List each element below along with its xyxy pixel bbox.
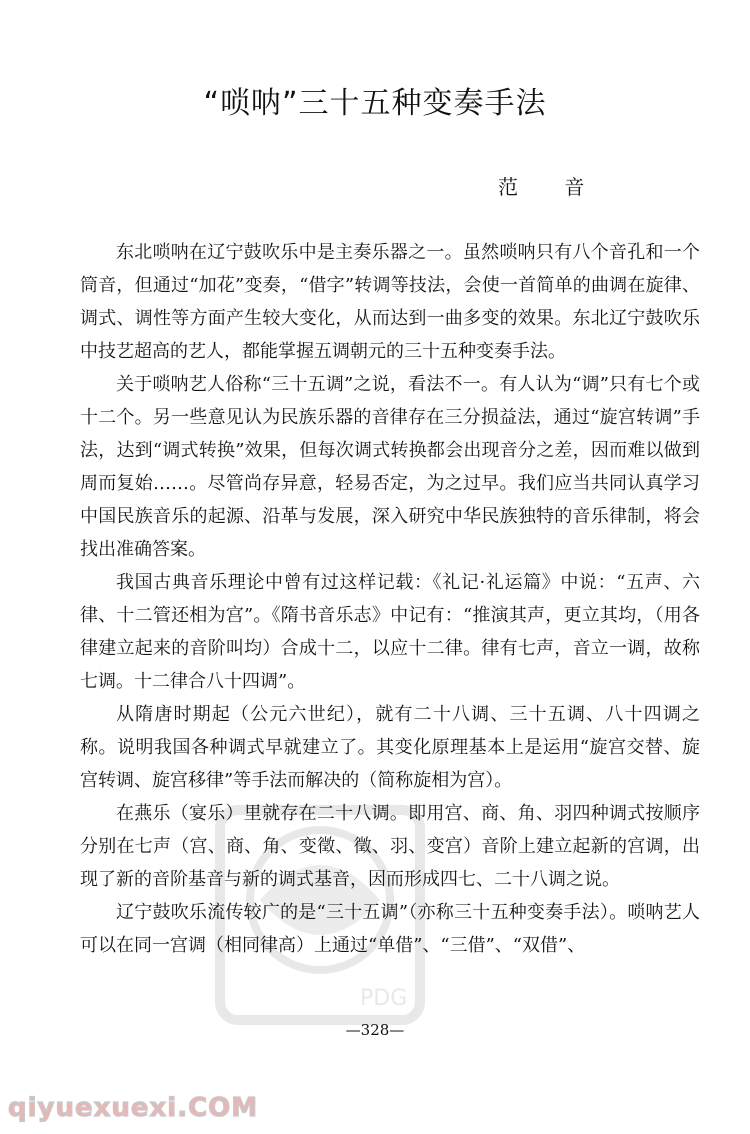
article-author: 范 音 (498, 175, 605, 199)
paragraph: 关于唢呐艺人俗称“三十五调”之说，看法不一。有人认为“调”只有七个或十二个。另一些意见认为民族乐器的音律存在三分损益法，通过“旋宫转调”手法，达到“调式转换”效果，但每次调式转换都会出现音分之差，因而难以做到周而复始……。尽管尚存异意，轻易否定，为之过早。我们应当共同认真学习中国民族音乐的起源、沿革与发展，深入研究中华民族独特的音乐律制，将会找出准确答案。 (80, 374, 700, 560)
site-watermark-text: qiyuexuexi.COM (8, 1093, 259, 1123)
paragraph: 我国古典音乐理论中曾有过这样记载：《礼记·礼运篇》中说：“五声、六律、十二管还相为宫”。《隋书音乐志》中记有：“推演其声，更立其均，（用各律建立起来的音阶叫均）合成十二，以应十二律。律有七声，音立一调，故称七调。十二律合八十四调”。 (80, 572, 700, 692)
paragraph: 东北唢呐在辽宁鼓吹乐中是主奏乐器之一。虽然唢呐只有八个音孔和一个筒音，但通过“加花”变奏，“借字”转调等技法，会使一首简单的曲调在旋律、调式、调性等方面产生较大变化，从而达到一曲多变的效果。东北辽宁鼓吹乐中技艺超高的艺人，都能掌握五调朝元的三十五种变奏手法。 (80, 242, 700, 362)
article-title: “唢呐”三十五种变奏手法 (203, 86, 547, 121)
site-watermark-logo (0, 1086, 360, 1126)
paragraph: 在燕乐（宴乐）里就存在二十八调。即用宫、商、角、羽四种调式按顺序分别在七声（宫、商、角、变徵、徵、羽、变宫）音阶上建立起新的宫调，出现了新的音阶基音与新的调式基音，因而形成四七、二十八调之说。 (80, 803, 700, 890)
article-body (80, 236, 700, 962)
page-number: —328— (345, 1021, 405, 1039)
paragraph: 从隋唐时期起（公元六世纪），就有二十八调、三十五调、八十四调之称。说明我国各种调式早就建立了。其变化原理基本上是运用“旋宫交替、旋宫转调、旋宫移律”等手法而解决的（简称旋相为宫）。 (80, 704, 700, 791)
paragraph: 辽宁鼓吹乐流传较广的是“三十五调”（亦称三十五种变奏手法）。唢呐艺人可以在同一宫调（相同律高）上通过“单借”、“三借”、“双借”、 (80, 902, 700, 956)
watermark-text: PDG (360, 986, 408, 1011)
